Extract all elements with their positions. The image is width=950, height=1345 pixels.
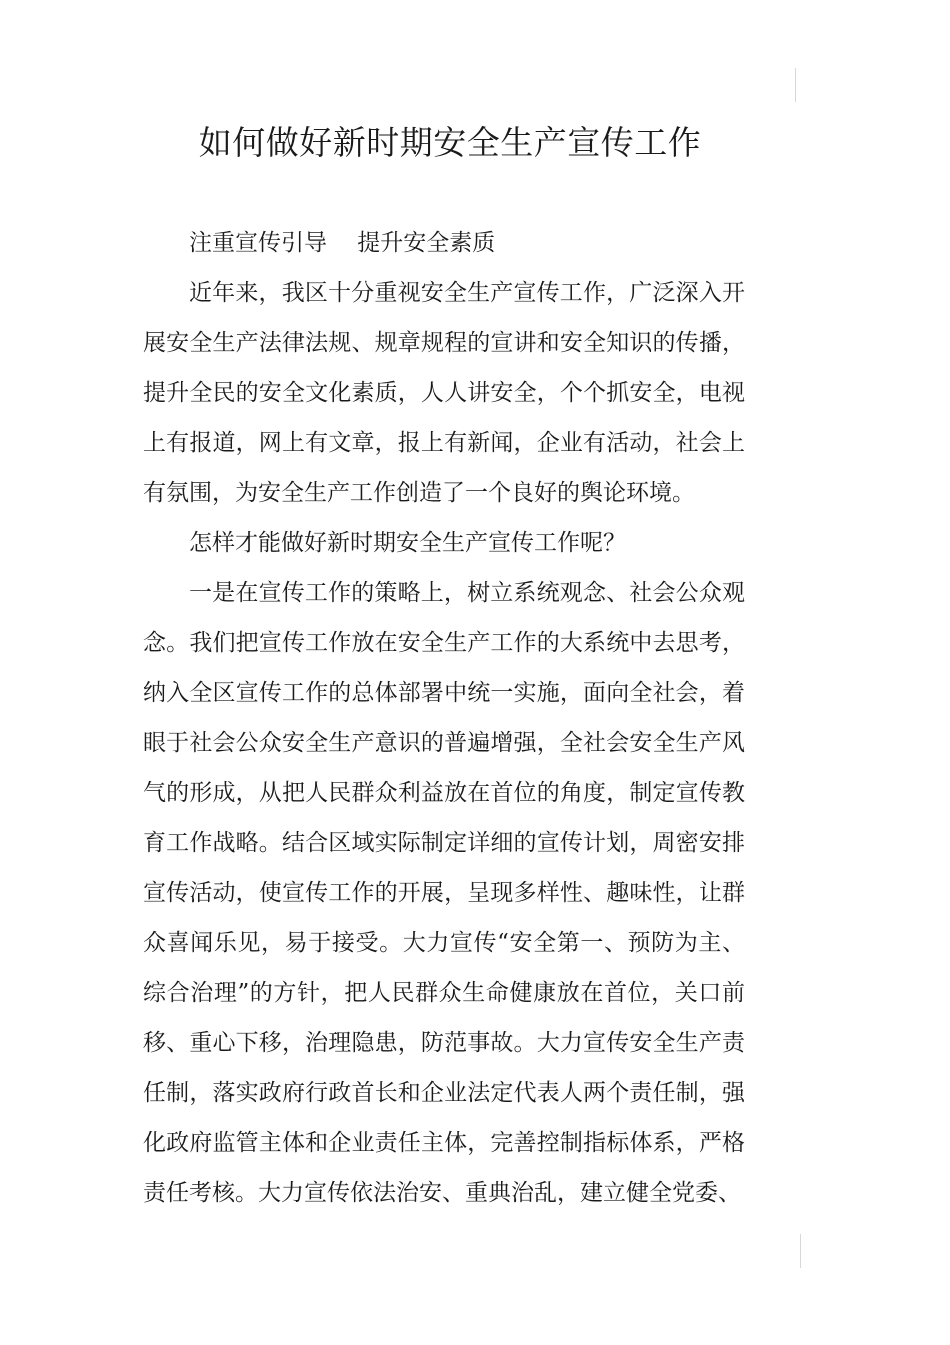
document-title: 如何做好新时期安全生产宣传工作 [198, 123, 702, 162]
document-body [143, 218, 745, 1218]
section-subheading: 注重宣传引导 提升安全素质 [189, 230, 496, 256]
page-corner-mark-top [795, 68, 796, 102]
paragraph-intro: 近年来，我区十分重视安全生产宣传工作，广泛深入开展安全生产法律法规、规章规程的宣讲和安全知识的传播，提升全民的安全文化素质，人人讲安全，个个抓安全，电视上有报道，网上有文章，报上有新闻，企业有活动，社会上有氛围，为安全生产工作创造了一个良好的舆论环境。 [143, 280, 745, 506]
page-corner-mark-bottom [800, 1234, 801, 1268]
paragraph-question: 怎样才能做好新时期安全生产宣传工作呢？ [189, 530, 626, 556]
paragraph-strategy: 一是在宣传工作的策略上，树立系统观念、社会公众观念。我们把宣传工作放在安全生产工作的大系统中去思考，纳入全区宣传工作的总体部署中统一实施，面向全社会，着眼于社会公众安全生产意识的普遍增强，全社会安全生产风气的形成，从把人民群众利益放在首位的角度，制定宣传教育工作战略。结合区域实际制定详细的宣传计划，周密安排宣传活动，使宣传工作的开展，呈现多样性、趣味性，让群众喜闻乐见，易于接受。大力宣传“安全第一、预防为主、综合治理”的方针，把人民群众生命健康放在首位，关口前移、重心下移，治理隐患，防范事故。大力宣传安全生产责任制，落实政府行政首长和企业法定代表人两个责任制，强化政府监管主体和企业责任主体，完善控制指标体系，严格责任考核。大力宣传依法治安、重典治乱，建立健全党委、 [143, 580, 745, 1206]
